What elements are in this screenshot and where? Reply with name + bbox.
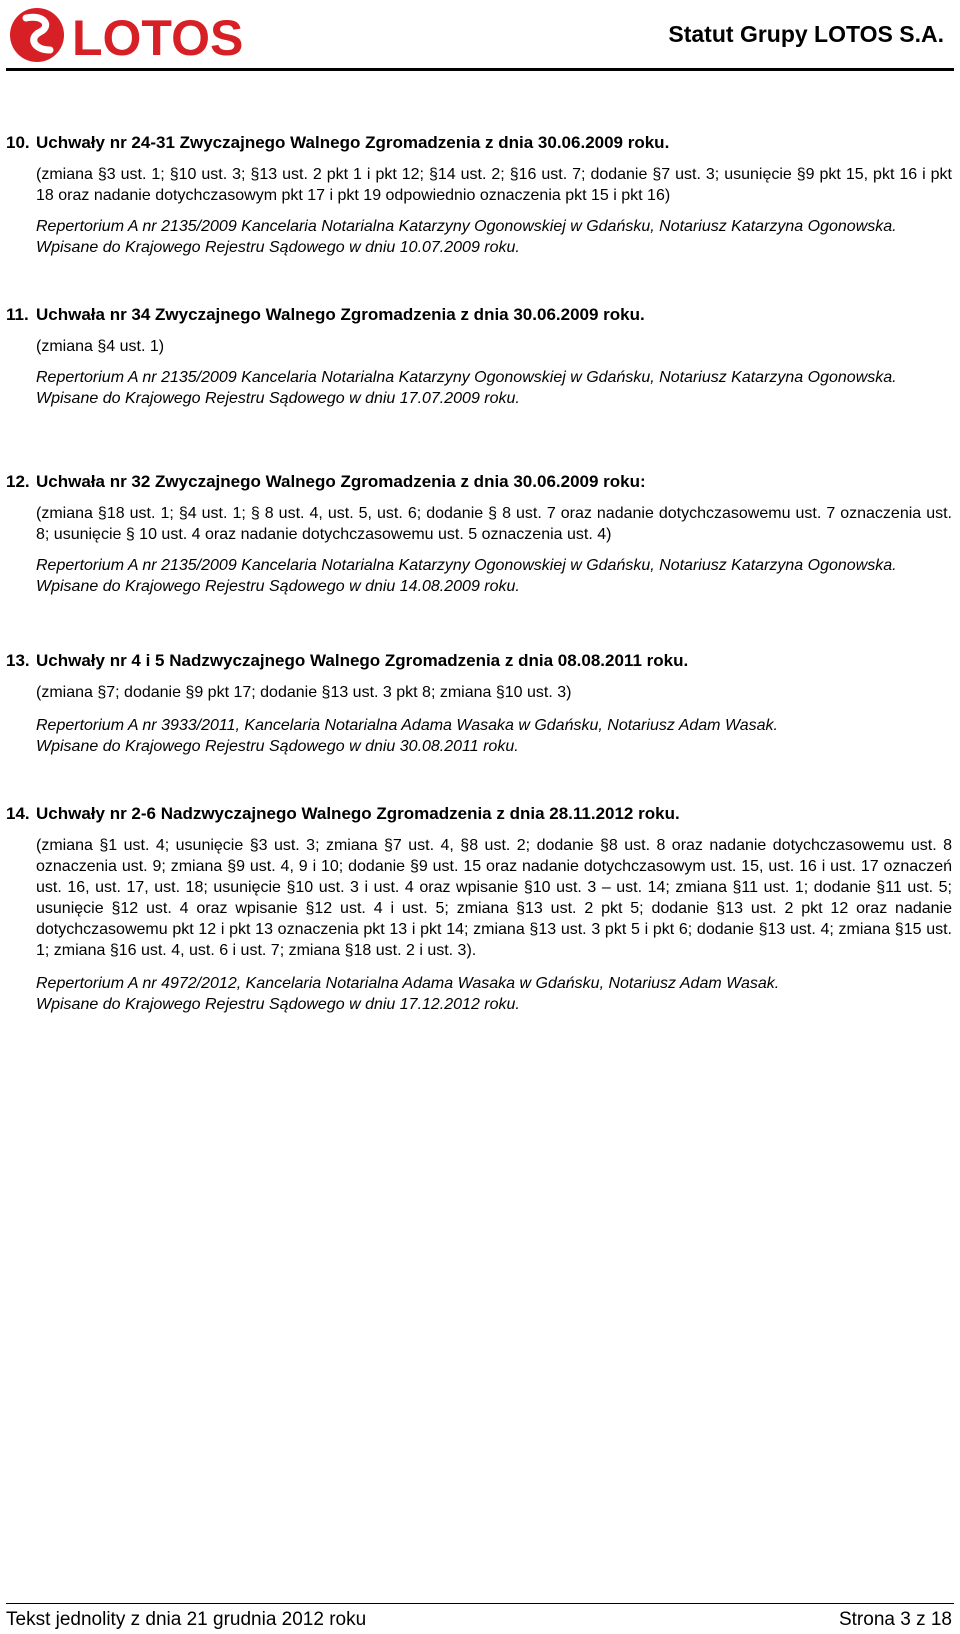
amendment-12 <box>6 471 952 597</box>
repertorium-note: Repertorium A nr 4972/2012, Kancelaria Notarialna Adama Wasaka w Gdańsku, Notariusz Adam Wasak. <box>36 975 780 992</box>
logo-wordmark: LOTOS <box>72 10 244 66</box>
section-title: Uchwały nr 24-31 Zwyczajnego Walnego Zgromadzenia z dnia 30.06.2009 roku. <box>36 133 670 152</box>
section-heading <box>6 304 952 326</box>
page-number: Strona 3 z 18 <box>838 1609 952 1630</box>
registration-note: Wpisane do Krajowego Rejestru Sądowego w dniu 14.08.2009 roku. <box>36 578 520 595</box>
document-title: Statut Grupy LOTOS S.A. <box>668 21 944 47</box>
amendment-10 <box>6 132 952 258</box>
lotos-logo <box>6 4 256 66</box>
amendment-14 <box>6 803 952 1015</box>
repertorium-note: Repertorium A nr 2135/2009 Kancelaria Notarialna Katarzyny Ogonowskiej w Gdańsku, Notariusz Katarzyna Ogonowska. <box>36 218 897 235</box>
section-number: 12. <box>6 472 30 491</box>
footer-text-date: Tekst jednolity z dnia 21 grudnia 2012 roku <box>6 1609 367 1630</box>
footer-divider <box>6 1603 954 1604</box>
repertorium-note: Repertorium A nr 3933/2011, Kancelaria Notarialna Adama Wasaka w Gdańsku, Notariusz Adam Wasak. <box>36 717 778 734</box>
section-heading <box>6 803 952 825</box>
registration-note: Wpisane do Krajowego Rejestru Sądowego w dniu 17.12.2012 roku. <box>36 996 520 1013</box>
section-number: 11. <box>6 305 29 324</box>
section-heading <box>6 132 952 154</box>
section-title: Uchwała nr 34 Zwyczajnego Walnego Zgromadzenia z dnia 30.06.2009 roku. <box>36 305 645 324</box>
amendment-13 <box>6 650 952 757</box>
section-title: Uchwały nr 2-6 Nadzwyczajnego Walnego Zgromadzenia z dnia 28.11.2012 roku. <box>36 804 680 823</box>
registration-note: Wpisane do Krajowego Rejestru Sądowego w dniu 10.07.2009 roku. <box>36 239 520 256</box>
registration-note: Wpisane do Krajowego Rejestru Sądowego w dniu 17.07.2009 roku. <box>36 390 520 407</box>
page-header <box>0 0 960 72</box>
header-divider <box>6 68 954 71</box>
section-number: 14. <box>6 804 30 823</box>
change-description: (zmiana §18 ust. 1; §4 ust. 1; § 8 ust. 4, ust. 5, ust. 6; dodanie § 8 ust. 7 oraz nadanie dotychczasowemu ust. 7 oznaczenia ust. 8; usunięcie § 10 ust. 4 oraz nadanie dotychczasowemu ust. 5 oznaczenia ust. 4) <box>36 505 952 543</box>
section-number: 13. <box>6 651 30 670</box>
section-title: Uchwała nr 32 Zwyczajnego Walnego Zgromadzenia z dnia 30.06.2009 roku: <box>36 472 646 491</box>
change-description: (zmiana §3 ust. 1; §10 ust. 3; §13 ust. 2 pkt 1 i pkt 12; §14 ust. 2; §16 ust. 7; dodanie §7 ust. 3; usunięcie §9 pkt 15, pkt 16 i pkt 18 oraz nadanie dotychczasowym pkt 17 i pkt 19 odpowiednio oznaczenia pkt 15 i pkt 16) <box>36 166 952 204</box>
amendment-11 <box>6 304 952 409</box>
repertorium-note: Repertorium A nr 2135/2009 Kancelaria Notarialna Katarzyny Ogonowskiej w Gdańsku, Notariusz Katarzyna Ogonowska. <box>36 369 897 386</box>
change-description: (zmiana §4 ust. 1) <box>36 338 165 355</box>
change-description: (zmiana §7; dodanie §9 pkt 17; dodanie §13 ust. 3 pkt 8; zmiana §10 ust. 3) <box>36 684 572 701</box>
change-description: (zmiana §1 ust. 4; usunięcie §3 ust. 3; zmiana §7 ust. 4, §8 ust. 2; dodanie §8 ust. 8 oraz nadanie dotychczasowemu ust. 8 oznaczenia ust. 9; zmiana §9 ust. 4, 9 i 10; dodanie §9 ust. 15 oraz nadanie dotychczasowym ust. 15, ust. 16 i ust. 17 oznaczeń ust. 16, ust. 17, ust. 18; usunięcie §10 ust. 3 i ust. 4 oraz wpisanie §10 ust. 3 – ust. 14; zmiana §11 ust. 1; dodanie §11 ust. 5; usunięcie §12 ust. 4 oraz wpisanie §12 ust. 4 i ust. 5; zmiana §13 ust. 2 pkt 5; dodanie §13 ust. 2 pkt 12 oraz nadanie dotychczasowemu pkt 12 i pkt 13 oznaczenia pkt 13 i pkt 14; zmiana §13 ust. 3 pkt 5 i pkt 6; dodanie §13 ust. 4; zmiana §15 ust. 1; zmiana §16 ust. 4, ust. 6 i ust. 7; zmiana §18 ust. 2 i ust. 3). <box>36 837 952 959</box>
section-number: 10. <box>6 133 30 152</box>
registration-note: Wpisane do Krajowego Rejestru Sądowego w dniu 30.08.2011 roku. <box>36 738 519 755</box>
section-heading <box>6 650 952 672</box>
repertorium-note: Repertorium A nr 2135/2009 Kancelaria Notarialna Katarzyny Ogonowskiej w Gdańsku, Notariusz Katarzyna Ogonowska. <box>36 557 897 574</box>
section-title: Uchwały nr 4 i 5 Nadzwyczajnego Walnego Zgromadzenia z dnia 08.08.2011 roku. <box>36 651 689 670</box>
section-heading <box>6 471 952 493</box>
